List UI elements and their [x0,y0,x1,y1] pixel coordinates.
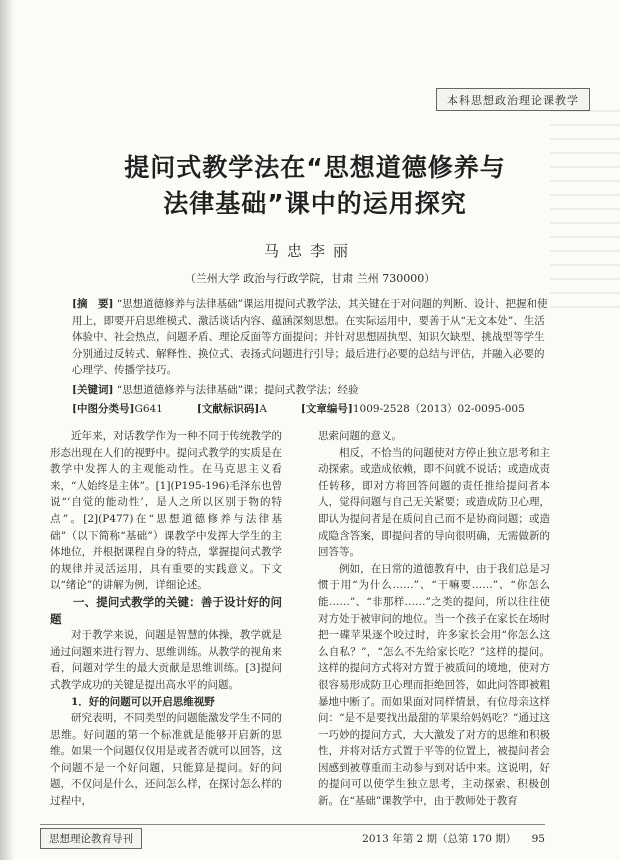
keywords [72,382,548,397]
clc-value: G641 [134,403,163,415]
abstract-text: “思想道德修养与法律基础”课运用提问式教学法，其关键在于对问题的判断、设计、把握和使用上，即要开启思维模式、激活谈话内容、蕴涵深刻思想。在实际运用中，要善于从“无文本处”、生活体验中、社会热点，问题矛盾、理论反面等方面提问；并针对思想固执型、知识欠缺型、挑战型等学生分别通过反转式、解释性、换位式、表扬式问题进行引导；最后进行必要的总结与评估，并融入必要的心理学、传播学技巧。 [72,298,548,376]
footer-rule [40,824,545,825]
article-number [301,401,525,416]
bleed-through-text [550,110,620,320]
article-no-label: [文章编号] [300,403,353,415]
section-heading: 一、提问式教学的关键：善于设计好的问题 [50,594,282,626]
keywords-label: [关键词] [72,384,114,396]
classification-line [72,401,548,416]
affiliation: （兰州大学 政治与行政学院，甘肃 兰州 730000） [184,272,436,285]
doc-code-label: [文献标识码] [196,403,260,415]
abstract-label: [摘 要] [72,298,114,310]
article-title [70,150,560,222]
column-tag: 本科思想政治理论课教学 [436,88,590,111]
clc-code [72,401,163,416]
doc-code-value: A [259,403,267,415]
doc-code [197,401,267,416]
title-line-1: 提问式教学法在“思想道德修养与 [124,153,506,182]
issue-info: 2013 年第 2 期（总第 170 期） [362,833,517,845]
title-line-2: 法律基础”课中的运用探究 [163,189,467,218]
subsection-heading: 1．好的问题可以开启思维视野 [71,695,215,708]
clc-label: [中图分类号] [72,403,135,415]
page-number: 95 [531,833,545,845]
paragraph: 研究表明，不同类型的问题能激发学生不同的思维。好问题的第一个标准就是能够开启新的思维。如果一个问题仅仅用是或者否就可以回答，这个问题不是一个好问题，只能算是提问。好的问题，不仅问是什么，还问怎么样，在探讨怎么样的过程中， [50,712,282,808]
footer-issue-info [362,831,545,846]
paragraph: 思索问题的意义。 [318,430,402,442]
paragraph: 相反，不恰当的问题使对方停止独立思考和主动探索。或造成依赖，即不问就不说话；或造成责任转移，即对方将回答问题的责任推给提问者本人，觉得问题与自己无关紧要；或造成防卫心理，即认为提问者是在质问自己而不是协商问题；或造成隐含答案，即提问者的导向很明确，无需做新的回答等。 [318,446,550,559]
journal-name: 思想理论教育导刊 [40,828,142,849]
body-column-right [318,428,550,810]
abstract [72,296,548,379]
paragraph: 对于教学来说，问题是智慧的体操，教学就是通过问题来进行智力、思维训练。从教学的视角来看，问题对学生的最大贡献是思维训练。[3]提问式教学成功的关键是提出高水平的问题。 [50,629,282,691]
paragraph: 近年来，对话教学作为一种不同于传统教学的形态出现在人们的视野中。提问式教学的实质是在教学中发挥人的主观能动性。在马克思主义看来，“人始终是主体”。[1](P195-196)毛泽东也曾说“‘自觉的能动性’，是人之所以区别于物的特点”。[2](P477)在“思想道德修养与法律基础”（以下简称“基础”）课教学中发挥大学生的主体地位，并根据课程自身的特点，掌握提问式教学的规律并灵活运用，具有重要的实践意义。下文以“绪论”的讲解为例，详细论述。 [50,430,282,592]
paragraph: 例如，在日常的道德教育中，由于我们总是习惯于用“为什么……”、“干嘛要……”、“你怎么能……”、“非那样……”之类的提问，所以往往使对方处于被审问的地位。当一个孩子在家长在场时把一碟苹果逐个咬过时，许多家长会用“你怎么这么自私？”，“怎么不先给家长吃？”这样的提问。这样的提问方式将对方置于被质问的境地，使对方很容易形成防卫心理而拒绝回答，如此问答即被粗暴地中断了。而如果面对同样情景，有位母亲这样问：“是不是要找出最甜的苹果给妈妈吃？”通过这一巧妙的提问方式，大大激发了对方的思维和积极性，并将对话方式置于平等的位置上，被提问者会因感到被尊重而主动参与到对话中来。这说明，好的提问可以使学生独立思考，主动探索、积极创新。在“基础”课教学中，由于教师处于教育 [318,562,550,808]
page-gutter-shadow [0,0,14,860]
authors: 马忠李丽 [263,242,356,260]
article-no-value: 1009-2528（2013）02-0095-005 [352,403,525,415]
keywords-text: “思想道德修养与法律基础”课；提问式教学法；经验 [116,384,359,396]
body-column-left [50,428,282,810]
